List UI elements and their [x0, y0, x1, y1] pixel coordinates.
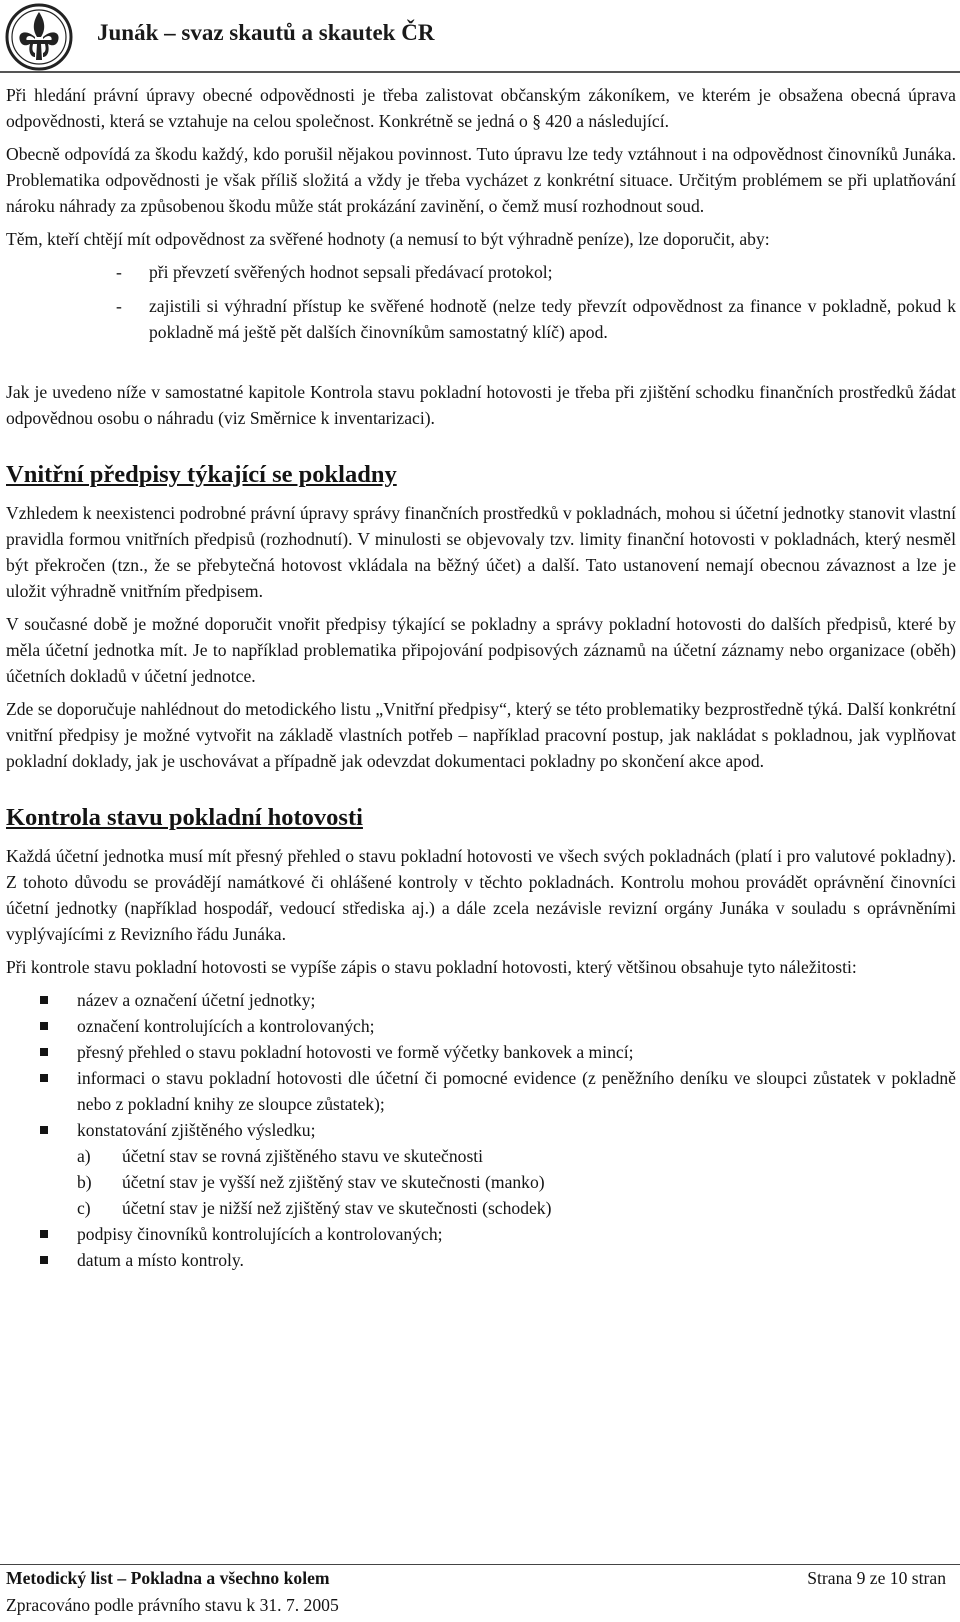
square-bullet-icon: [40, 1126, 48, 1134]
paragraph: Jak je uvedeno níže v samostatné kapitole Kontrola stavu pokladní hotovosti je třeba při zjištění schodku finančních prostředků žádat odpovědnou osobu o náhradu (viz Směrnice k inventarizaci).: [6, 382, 956, 428]
square-bullet-icon: [40, 996, 48, 1004]
result-options-list: [77, 1143, 956, 1221]
square-bullet-icon: [40, 1230, 48, 1238]
paragraph: Obecně odpovídá za škodu každý, kdo porušil nějakou povinnost. Tuto úpravu lze tedy vztáhnout i na odpovědnost činovníků Junáka. Problematika odpovědnosti je však příliš složitá a vždy je třeba vycházet z konkrétní situace. Určitým problémem se při uplatňování nároku náhrady za způsobenou škodu může stát prokázání zavinění, o čemž musí rozhodnout soud.: [6, 144, 956, 216]
list-item: - při převzetí svěřených hodnot sepsali předávací protokol;: [116, 262, 553, 282]
footer-subtitle: Zpracováno podle právního stavu k 31. 7. 2005: [6, 1595, 339, 1615]
scout-lily-logo-icon: [4, 2, 74, 72]
recommendation-list: [6, 259, 956, 345]
page-header: [0, 0, 960, 72]
organization-name: Junák – svaz skautů a skautek ČR: [97, 20, 435, 45]
list-item: podpisy činovníků kontrolujících a kontrolovaných;: [6, 1221, 956, 1247]
sub-list-item: c) účetní stav je nižší než zjištěný stav ve skutečnosti (schodek): [77, 1198, 552, 1218]
paragraph: Těm, kteří chtějí mít odpovědnost za svěřené hodnoty (a nemusí to být výhradně peníze), lze doporučit, aby:: [6, 229, 770, 249]
paragraph: V současné době je možné doporučit vnořit předpisy týkající se pokladny a správy pokladní hotovosti do dalších předpisů, které by měla účetní jednotka mít. Je to například problematika připojování podpisových záznamů na účetní záznamy nebo organizace (oběh) účetních dokladů v účetní jednotce.: [6, 614, 956, 686]
section-heading: Kontrola stavu pokladní hotovosti: [6, 804, 363, 831]
checklist: [6, 987, 956, 1273]
paragraph: Při hledání právní úpravy obecné odpovědnosti je třeba zalistovat občanským zákoníkem, ve kterém je obsažena obecná úprava odpovědnosti, která se vztahuje na celou společnost. Konkrétně se jedná o § 420 a následující.: [6, 85, 956, 131]
square-bullet-icon: [40, 1048, 48, 1056]
sub-list-item: a) účetní stav se rovná zjištěného stavu ve skutečnosti: [77, 1146, 484, 1166]
list-item: - zajistili si výhradní přístup ke svěřené hodnotě (nelze tedy převzít odpovědnost za finance v pokladně, pokud k pokladně má ještě pět dalších činovníkům samostatný klíč) apod.: [116, 296, 956, 342]
list-item: informaci o stavu pokladní hotovosti dle účetní či pomocné evidence (z peněžního deníku ve sloupci zůstatek v pokladně nebo z pokladní knihy ze sloupce zůstatek);: [6, 1065, 956, 1117]
square-bullet-icon: [40, 1022, 48, 1030]
paragraph: Každá účetní jednotka musí mít přesný přehled o stavu pokladní hotovosti ve všech svých pokladnách (platí i pro valutové pokladny). Z tohoto důvodu se provádějí namátkové či ohlášené kontroly v těchto pokladnách. Kontrolu mohou provádět oprávnění činovníci účetní jednotky (například hospodář, vedoucí střediska aj.) a dále zcela nezávisle revizní orgány Junáka v souladu s oprávněními vyplývajícími z Revizního řádu Junáka.: [6, 846, 956, 944]
page-number: Strana 9 ze 10 stran: [807, 1568, 946, 1588]
list-item: konstatování zjištěného výsledku; a) účetní stav se rovná zjištěného stavu ve skutečnosti b) účetní stav je vyšší než zjištěný stav ve skutečnosti (manko) c) účetní stav je nižší než zjištěný stav ve skutečnosti (schodek): [6, 1117, 956, 1221]
footer-title: Metodický list – Pokladna a všechno kolem: [6, 1568, 330, 1588]
paragraph: Zde se doporučuje nahlédnout do metodického listu „Vnitřní předpisy“, který se této problematiky bezprostředně týká. Další konkrétní vnitřní předpisy je možné vytvořit na základě vlastních potřeb – například pracovní postup, jak nakládat s pokladnou, jak vyplňovat pokladní doklady, jak je uschovávat a případně jak odevzdat dokumentaci pokladny po skončení akce apod.: [6, 699, 956, 771]
paragraph: Při kontrole stavu pokladní hotovosti se vypíše zápis o stavu pokladní hotovosti, který většinou obsahuje tyto náležitosti:: [6, 957, 857, 977]
document-body: [6, 82, 956, 1273]
square-bullet-icon: [40, 1074, 48, 1082]
header-divider: [0, 71, 960, 73]
footer-divider: [0, 1564, 960, 1565]
square-bullet-icon: [40, 1256, 48, 1264]
paragraph: Vzhledem k neexistenci podrobné právní úpravy správy finančních prostředků v pokladnách, mohou si účetní jednotky stanovit vlastní pravidla formou vnitřních předpisů (rozhodnutí). V minulosti se objevovaly tzv. limity finanční hotovosti v pokladnách, který nesměl být překročen (tzn., že se přebytečná hotovost vkládala na běžný účet) a další. Tato ustanovení nemají obecnou závaznost a lze je uložit výhradně vnitřním předpisem.: [6, 503, 956, 601]
list-item: přesný přehled o stavu pokladní hotovosti ve formě výčetky bankovek a mincí;: [6, 1039, 956, 1065]
section-heading: Vnitřní předpisy týkající se pokladny: [6, 461, 397, 488]
list-item: označení kontrolujících a kontrolovaných;: [6, 1013, 956, 1039]
list-item: název a označení účetní jednotky;: [6, 987, 956, 1013]
sub-list-item: b) účetní stav je vyšší než zjištěný stav ve skutečnosti (manko): [77, 1172, 545, 1192]
list-item: datum a místo kontroly.: [6, 1247, 956, 1273]
